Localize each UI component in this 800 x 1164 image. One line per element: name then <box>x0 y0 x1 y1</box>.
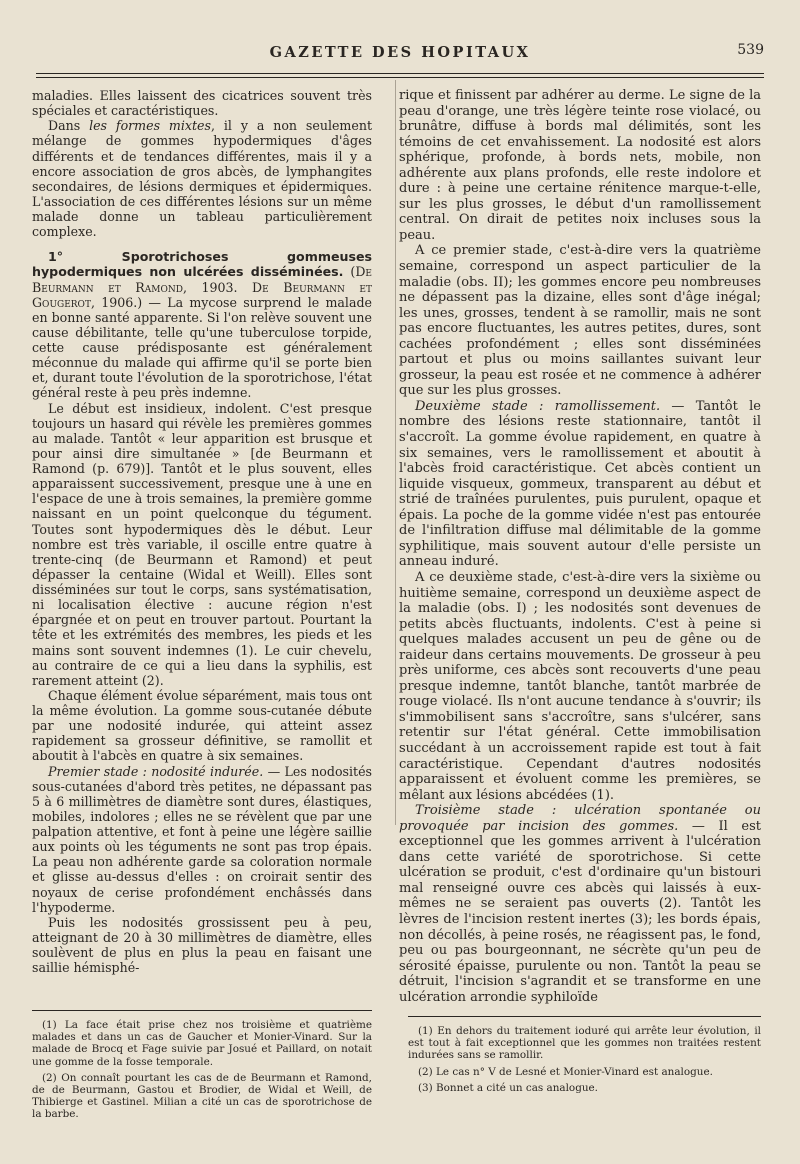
journal-title: GAZETTE DES HOPITAUX <box>269 44 531 61</box>
page-header <box>36 44 764 68</box>
right-column <box>399 88 761 1005</box>
subheading: Premier stade : nodosité indurée. <box>48 763 264 779</box>
footnote: (2) Le cas n° V de Lesné et Monier-Vinard est analogue. <box>418 1065 713 1078</box>
paragraph <box>32 118 372 239</box>
paragraph: maladies. Elles laissent des cicatrices souvent très spéciales et caractéristiques. <box>32 88 372 119</box>
section-title: Sporotrichoses gommeuses hypodermiques non ulcérées disséminées. <box>32 249 372 280</box>
paragraph: rique et finissent par adhérer au derme. Le signe de la peau d'orange, une très légère teinte rose violacé, ou brunâtre, diffuse à bords mal délimités, sont les témoins de cet envahissement. La nodosité est alors sphérique, profonde, à bords nets, mobile, non adhérente aux plans profonds, elle reste indolore et dure : à peine une certaine rénitence marque-t-elle, sur les plus grosses, le début d'un ramollissement central. On dirait de petites noix incluses sous la peau. <box>399 88 761 243</box>
page-number: 539 <box>737 42 764 58</box>
text-run: — Il est exceptionnel que les gommes arrivent à l'ulcération dans cette variété de sporotrichose. Si cette ulcération se produit, c'est d'ordinaire qu'un bistouri mal renseigné ouvre ces abcès qui laissés à eux-mêmes ne se seraient pas ouverts (2). Tantôt les lèvres de l'incision restent inertes (3); les bords épais, non décollés, à peine rosés, ne réagissent pas, le fond, peu ou pas bourgeonnant, ne sécrète qu'un peu de sérosité épaisse, purulente ou non. Tantôt la peau se détruit, l'incision s'agrandit et se transforme en une ulcération arrondie syphiloïde <box>399 818 762 1005</box>
column-divider <box>395 80 396 825</box>
footnote: (2) On connaît pourtant les cas de de Beurmann et Ramond, de de Beurmann, Gastou et Brodier, de Widal et Weill, de Thibierge et Gastinel. Milian a cité un cas de sporotrichose de la barbe. <box>32 1071 372 1121</box>
paragraph: A ce premier stade, c'est-à-dire vers la quatrième semaine, correspond un aspect particulier de la maladie (obs. II); les gommes encore peu nombreuses ne dépassent pas la dizaine, elles sont d'âge inégal; les unes, grosses, tendent à se ramollir, mais ne sont pas encore fluctuantes, les autres petites, dures, sont cachées profondément ; elles sont disséminées partout et plus ou moins saillantes suivant leur grosseur, la peau est rosée et ne commence à adhérer que sur les plus grosses. <box>399 243 761 399</box>
subheading: Deuxième stade : ramollissement. <box>415 398 661 414</box>
header-rule-top <box>36 73 764 74</box>
subheading: Troisième stade : ulcération spontanée ou provoquée par incision des gommes. <box>399 803 761 834</box>
paragraph: Le début est insidieux, indolent. C'est presque toujours un hasard qui révèle les premières gommes au malade. Tantôt « leur apparition est brusque et pour ainsi dire simultanée » [de Beurmann et Ramond (p. 679)]. Tantôt et le plus souvent, elles apparaissent successivement, presque une à une en l'espace de une à trois semaines, la première gomme naissant en un point quelconque du tégument. Toutes sont hypodermiques dès le début. Leur nombre est très variable, il oscille entre quatre à trente-cinq (de Beurmann et Ramond) et peut dépasser la centaine (Widal et Weill). Elles sont disséminées sur tout le corps, sans systématisation, ni localisation élective : aucune région n'est épargnée et on peut en trouver partout. Pourtant la tête et les extrémités des membres, les pieds et les mains sont souvent indemnes (1). Le cuir chevelu, au contraire de ce qui a lieu dans la syphilis, est rarement atteint (2). <box>32 400 372 688</box>
paragraph: Chaque élément évolue séparément, mais tous ont la même évolution. La gomme sous-cutanée débute par une nodosité indurée, qui atteint assez rapidement sa grosseur définitive, se ramollit et aboutit à l'abcès en quatre à six semaines. <box>32 687 372 764</box>
footnote-rule <box>32 1010 372 1011</box>
left-column <box>32 88 372 975</box>
text-run: — La mycose surprend le malade en bonne santé apparente. Si l'on relève souvent une cause débilitante, telle qu'une tuberculose torpide, cette cause prédisposante est généralement méconnue du malade qui affirme qu'il se porte bien et, durant toute l'évolution de la sporotrichose, l'état général reste à peu près indemne. <box>32 294 372 401</box>
text-run: — Tantôt le nombre des lésions reste stationnaire, tantôt il s'accroît. La gomme évolue rapidement, en quatre à six semaines, vers le ramollissement et aboutit à l'abcès froid caractéristique. Cet abcès contient un liquide visqueux, gommeux, transparent au début et strié de traînées purulentes, puis purulent, opaque et épais. La poche de la gomme vidée n'est pas entourée de l'infiltration diffuse mal délimitable de la gomme syphilitique, mais souvent autour d'elle persiste un anneau induré. <box>399 398 761 570</box>
section-reference: (De Beurmann et Ramond, 1903. De Beurmann et Gougerot, 1906.) <box>32 264 372 310</box>
paragraph <box>32 764 372 915</box>
emphasis: les formes mixtes <box>89 118 211 134</box>
footnotes-right <box>408 1016 761 1098</box>
text-run: — Les nodosités sous-cutanées d'abord très petites, ne dépassant pas 5 à 6 millimètres de diamètre sont dures, élastiques, mobiles, indolores ; elles ne se révèlent que par une palpation attentive, et font à peine une légère saillie aux points où les téguments ne sont pas trop épais. La peau non adhérente garde sa coloration normale et glisse au-dessus d'elles : on croirait sentir des noyaux de cerise profondément enchâssés dans l'hypoderme. <box>32 763 373 915</box>
footnote: (1) En dehors du traitement ioduré qui arrête leur évolution, il est tout à fait exceptionnel que les gommes non traitées restent indurées sans se ramollir. <box>408 1025 761 1062</box>
footnote: (1) La face était prise chez nos troisième et quatrième malades et dans un cas de Gaucher et Monier-Vinard. Sur la malade de Brocq et Fage suivie par Josué et Paillard, on notait une gomme de la fosse temporale. <box>32 1019 372 1068</box>
text-run: Dans <box>48 118 90 134</box>
text-run: , il y a non seulement mélange de gommes hypodermiques d'âges différents et de tendances différentes, mais il y a encore association de gros abcès, de lymphangites secondaires, de lésions dermiques et épidermiques. L'association de ces différentes lésions sur un même malade donne un tableau particulièrement complexe. <box>32 118 373 240</box>
header-rule-bottom <box>36 77 764 78</box>
section-number: 1° <box>48 249 122 265</box>
footnote: (3) Bonnet a cité un cas analogue. <box>418 1081 598 1094</box>
footnotes-left <box>32 1010 372 1125</box>
footnote-rule <box>408 1016 761 1017</box>
section-paragraph <box>32 249 372 400</box>
paragraph <box>399 803 761 1005</box>
paragraph: Puis les nodosités grossissent peu à peu, atteignant de 20 à 30 millimètres de diamètre, elles soulèvent de plus en plus la peau en faisant une saillie hémisphé- <box>32 914 372 976</box>
paragraph: A ce deuxième stade, c'est-à-dire vers la sixième ou huitième semaine, correspond un deuxième aspect de la maladie (obs. I) ; les nodosités sont devenues de petits abcès fluctuants, indolents. C'est à peine si quelques malades accusent un peu de gêne ou de raideur dans certains mouvements. De grosseur à peu près uniforme, ces abcès sont recouverts d'une peau presque indemne, tantôt blanche, tantôt marbrée de rouge violacé. Ils n'ont aucune tendance à s'ouvrir; ils s'immobilisent sans s'accroître, sans s'ulcérer, sans retentir sur l'état général. Cette immobilisation succédant à un accroissement rapide est tout à fait caractéristique. Cependant d'autres nodosités apparaissent et évoluent comme les premières, se mêlant aux lésions abcédées (1). <box>399 569 761 803</box>
paragraph <box>399 399 761 570</box>
